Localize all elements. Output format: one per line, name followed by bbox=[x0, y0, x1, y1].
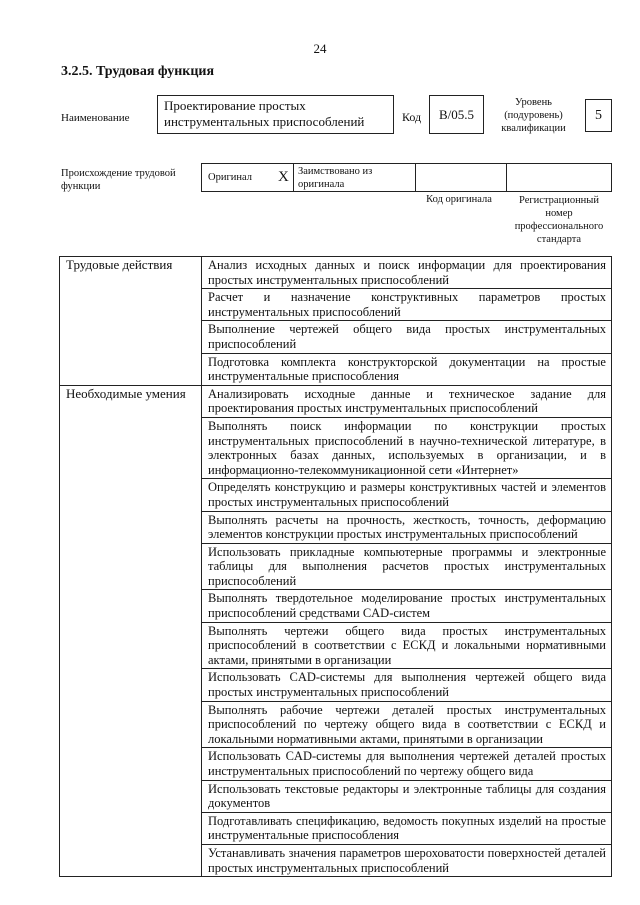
table-item: Выполнять рабочие чертежи деталей простых инструментальных приспособлений по чертежу общего вида в соответствии с ЕСКД и локальными нормативными актами, принятыми в организации bbox=[202, 701, 612, 748]
level-label: Уровень (подуровень) квалификации bbox=[501, 97, 566, 134]
original-cell bbox=[202, 164, 294, 191]
origin-label: Происхождение трудовой функции bbox=[61, 168, 176, 192]
table-item: Выполнение чертежей общего вида простых инструментальных приспособлений bbox=[202, 321, 612, 353]
name-value-box bbox=[157, 95, 394, 134]
name-label: Наименование bbox=[61, 112, 130, 124]
table-item: Выполнять твердотельное моделирование простых инструментальных приспособлений средствами CAD-систем bbox=[202, 590, 612, 622]
table-item: Выполнять поиск информации по конструкции простых инструментальных приспособлений в научно-технической литературе, в электронных базах данных, используемых в организации, и в информационно-телекоммуникационной сети «Интернет» bbox=[202, 417, 612, 478]
section-title: 3.2.5. Трудовая функция bbox=[61, 64, 215, 79]
table-item: Подготавливать спецификацию, ведомость покупных изделий на простые инструментальные приспособления bbox=[202, 812, 612, 844]
table-item: Анализ исходных данных и поиск информации для проектирования простых инструментальных приспособлений bbox=[202, 257, 612, 289]
original-label: Оригинал bbox=[208, 172, 252, 183]
category-cell: Трудовые действия bbox=[60, 257, 202, 386]
table-item: Выполнять чертежи общего вида простых инструментальных приспособлений в соответствии с ЕСКД и локальными нормативными актами, принятыми в организации bbox=[202, 622, 612, 669]
table-item: Выполнять расчеты на прочность, жесткость, точность, деформацию элементов конструкции простых инструментальных приспособлений bbox=[202, 511, 612, 543]
category-cell: Необходимые умения bbox=[60, 385, 202, 876]
page-number: 24 bbox=[313, 41, 327, 56]
code-original-cell bbox=[415, 164, 507, 191]
table-item: Анализировать исходные данные и техническое задание для проектирования простых инструментальных приспособлений bbox=[202, 385, 612, 417]
level-value: 5 bbox=[585, 99, 612, 132]
code-original-label: Код оригинала bbox=[426, 194, 492, 205]
reg-number-label: Регистрационный номер профессионального стандарта bbox=[514, 195, 604, 245]
labor-function-table bbox=[59, 256, 612, 877]
table-item: Использовать CAD-системы для выполнения чертежей общего вида простых инструментальных приспособлений bbox=[202, 669, 612, 701]
code-value: B/05.5 bbox=[429, 95, 484, 134]
table-item: Подготовка комплекта конструкторской документации на простые инструментальные приспособления bbox=[202, 353, 612, 385]
table-item: Использовать прикладные компьютерные программы и электронные таблицы для выполнения расчетов простых инструментальных приспособлений bbox=[202, 543, 612, 590]
table-item: Расчет и назначение конструктивных параметров простых инструментальных приспособлений bbox=[202, 289, 612, 321]
table-item: Определять конструкцию и размеры конструктивных частей и элементов простых инструментальных приспособлений bbox=[202, 479, 612, 511]
borrowed-label: Заимствовано из оригинала bbox=[298, 166, 373, 190]
table-row bbox=[60, 385, 612, 417]
table-item: Использовать CAD-системы для выполнения чертежей деталей простых инструментальных приспособлений по чертежу общего вида bbox=[202, 748, 612, 780]
table-row bbox=[60, 257, 612, 289]
origin-table bbox=[201, 163, 612, 192]
table-item: Использовать текстовые редакторы и электронные таблицы для создания документов bbox=[202, 780, 612, 812]
original-mark: X bbox=[278, 169, 289, 185]
code-label: Код bbox=[402, 110, 422, 124]
name-value: Проектирование простых инструментальных приспособлений bbox=[164, 98, 365, 129]
table-item: Устанавливать значения параметров шероховатости поверхностей деталей простых инструментальных приспособлений bbox=[202, 844, 612, 876]
